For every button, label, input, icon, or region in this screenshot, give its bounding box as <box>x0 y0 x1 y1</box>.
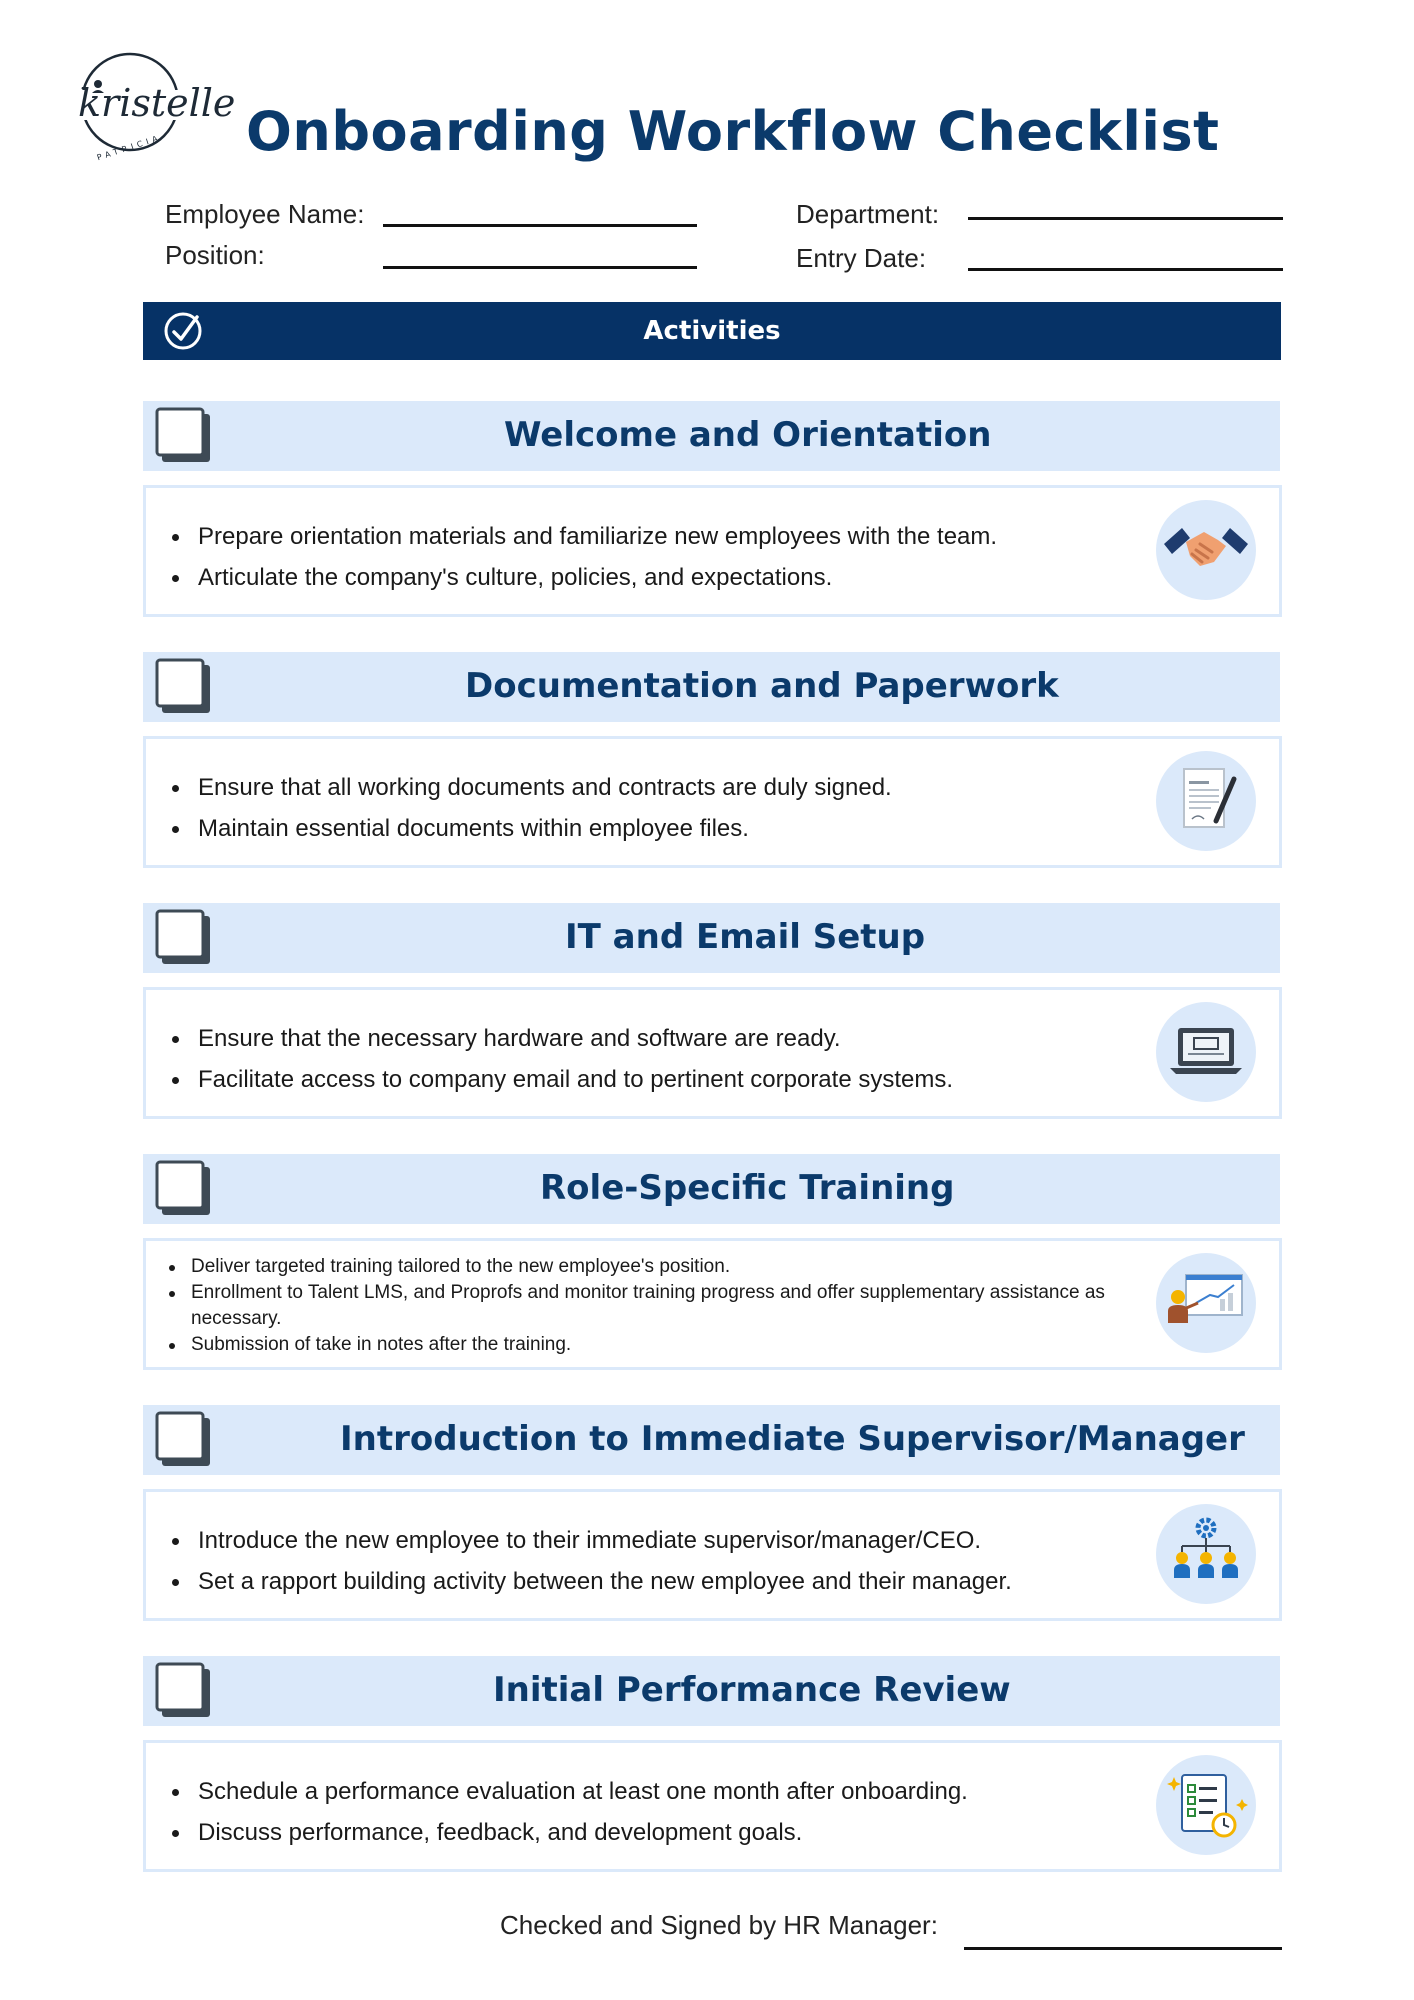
employee-name-label: Employee Name: <box>165 199 365 229</box>
checkbox[interactable] <box>156 659 212 715</box>
department-field[interactable] <box>968 217 1283 220</box>
section-header-it-setup <box>143 903 1280 973</box>
section-title: Documentation and Paperwork <box>465 666 1059 706</box>
list-item: Facilitate access to company email and to pertinent corporate systems. <box>146 1059 1146 1100</box>
section-header-training <box>143 1154 1280 1224</box>
list-item: Enrollment to Talent LMS, and Proprofs and monitor training progress and offer supplementary assistance as necessary. <box>146 1280 1156 1332</box>
section-header-supervisor <box>143 1405 1280 1475</box>
section-header-performance <box>143 1656 1280 1726</box>
position-field[interactable] <box>383 266 697 269</box>
checkbox[interactable] <box>156 1161 212 1217</box>
checkbox[interactable] <box>156 408 212 464</box>
svg-text:kristelle: kristelle <box>78 81 236 125</box>
section-body-training <box>143 1238 1282 1370</box>
section-body-supervisor <box>143 1489 1282 1621</box>
section-header-documentation <box>143 652 1280 722</box>
section-body-welcome <box>143 485 1282 617</box>
svg-text:PATRICIA: PATRICIA <box>95 132 163 163</box>
list-item: Submission of take in notes after the training. <box>146 1332 1156 1358</box>
section-title: Role-Specific Training <box>540 1168 955 1208</box>
section-body-performance <box>143 1740 1282 1872</box>
list-item: Deliver targeted training tailored to the new employee's position. <box>146 1254 1156 1280</box>
section-body-documentation <box>143 736 1282 868</box>
hr-signature-field[interactable] <box>964 1947 1282 1950</box>
list-item: Schedule a performance evaluation at least one month after onboarding. <box>146 1771 1146 1812</box>
list-item: Articulate the company's culture, policies, and expectations. <box>146 557 1146 598</box>
entry-date-field[interactable] <box>968 268 1283 271</box>
list-item: Introduce the new employee to their immediate supervisor/manager/CEO. <box>146 1520 1146 1561</box>
section-header-welcome <box>143 401 1280 471</box>
list-item: Prepare orientation materials and familiarize new employees with the team. <box>146 516 1146 557</box>
checkbox[interactable] <box>156 1663 212 1719</box>
list-item: Discuss performance, feedback, and development goals. <box>146 1812 1146 1853</box>
checkbox[interactable] <box>156 910 212 966</box>
checkbox[interactable] <box>156 1412 212 1468</box>
section-title: Introduction to Immediate Supervisor/Manager <box>340 1419 1245 1459</box>
section-title: IT and Email Setup <box>565 917 926 957</box>
employee-name-field[interactable] <box>383 224 697 227</box>
handshake-icon <box>1156 500 1256 600</box>
section-title: Welcome and Orientation <box>504 415 992 455</box>
page-title: Onboarding Workflow Checklist <box>246 100 1220 163</box>
entry-date-label: Entry Date: <box>796 243 927 273</box>
list-item: Ensure that the necessary hardware and software are ready. <box>146 1018 1146 1059</box>
hr-signature-label: Checked and Signed by HR Manager: <box>500 1910 938 1940</box>
contract-icon <box>1156 751 1256 851</box>
list-item: Maintain essential documents within employee files. <box>146 808 1146 849</box>
list-item: Set a rapport building activity between the new employee and their manager. <box>146 1561 1146 1602</box>
checklist-clock-icon <box>1156 1755 1256 1855</box>
list-item: Ensure that all working documents and contracts are duly signed. <box>146 767 1146 808</box>
activities-header <box>143 302 1281 360</box>
position-label: Position: <box>165 240 265 270</box>
logo <box>68 46 236 163</box>
section-body-it-setup <box>143 987 1282 1119</box>
training-presentation-icon <box>1156 1253 1256 1353</box>
laptop-icon <box>1156 1002 1256 1102</box>
team-hierarchy-icon <box>1156 1504 1256 1604</box>
section-title: Initial Performance Review <box>493 1670 1011 1710</box>
activities-label: Activities <box>643 316 781 346</box>
department-label: Department: <box>796 199 940 229</box>
